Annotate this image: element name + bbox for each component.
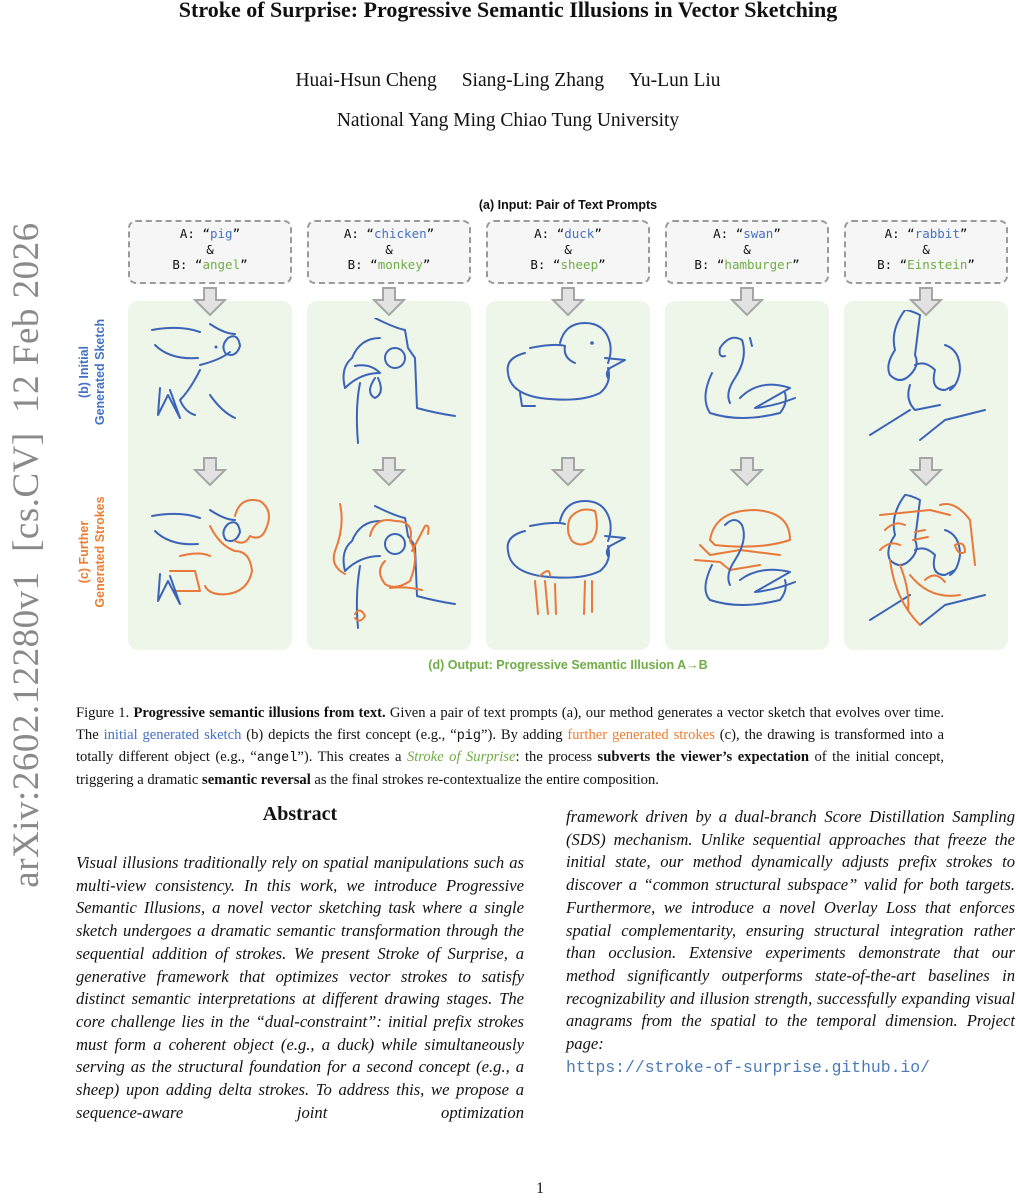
prompt-b: angel (202, 257, 241, 272)
paper-title: Stroke of Surprise: Progressive Semantic Illusions in Vector Sketching (178, 0, 838, 22)
sketch-einstein (860, 490, 1000, 630)
figure-label-d: (d) Output: Progressive Semantic Illusion A→B (428, 658, 708, 672)
arxiv-identifier: arXiv:2602.12280v1 [cs.CV] 12 Feb 2026 (6, 222, 47, 888)
sketch-duck (500, 318, 640, 418)
down-arrow-icon (730, 287, 764, 317)
figure-caption: Figure 1. Progressive semantic illusions from text. Given a pair of text prompts (a), our method generates a vector sketch that evolves over time. The initial generated sketch (b) depicts the first concept (e.g., “pig”). By adding further generated strokes (c), the drawing is transformed into a totally different object (e.g., “angel”). This creates a Stroke of Surprise: the process subverts the viewer’s expectation of the initial concept, triggering a dramatic semantic reversal as the final strokes re-contextualize the entire composition. (76, 705, 945, 788)
sketch-swan (680, 318, 820, 438)
down-arrow-icon (372, 457, 406, 487)
sketch-chicken (320, 318, 460, 458)
prompt-a: pig (210, 226, 233, 241)
prompt-a: chicken (373, 226, 427, 241)
prompt-a: rabbit (914, 226, 960, 241)
down-arrow-icon (551, 287, 585, 317)
author: Huai-Hsun Cheng (295, 70, 437, 91)
prompt-box-pig-angel: A: “pig” & B: “angel” (128, 220, 292, 284)
prompt-b: monkey (377, 257, 423, 272)
affiliation: National Yang Ming Chiao Tung University (336, 110, 680, 131)
prompt-box-duck-sheep: A: “duck” & B: “sheep” (486, 220, 650, 284)
author-list (0, 70, 1016, 92)
prompt-a: duck (564, 226, 595, 241)
author: Yu-Lun Liu (629, 70, 721, 91)
page-number: 1 (536, 1180, 544, 1197)
row-label-further-strokes: (c) Further Generated Strokes (77, 496, 107, 608)
prompt-box-rabbit-einstein: A: “rabbit” & B: “Einstein” (844, 220, 1008, 284)
sketch-hamburger (680, 500, 820, 620)
author: Siang-Ling Zhang (461, 70, 605, 91)
down-arrow-icon (193, 287, 227, 317)
prompt-a: swan (743, 226, 774, 241)
prompt-b: hamburger (724, 257, 793, 272)
sketch-sheep (500, 496, 640, 626)
down-arrow-icon (372, 287, 406, 317)
abstract-text-left: Visual illusions traditionally rely on spatial manipulations such as multi-view consistency. In this work, we introduce Progressive Semantic Illusions, a novel vector sketching task where a single sketch undergoes a dramatic semantic transformation through the sequential addition of strokes. We present Stroke of Surprise, a generative framework that optimizes vector strokes to satisfy distinct semantic interpretations at different drawing stages. The core challenge lies in the “dual-constraint”: initial prefix strokes must form a coherent object (e.g., a duck) while simultaneously serving as the structural foundation for a second concept (e.g., a sheep) upon adding delta strokes. To address this, we propose a sequence-aware joint optimization (76, 853, 524, 1122)
project-page-link[interactable]: https://stroke-of-surprise.github.io/ (566, 1057, 930, 1077)
abstract-text-right: framework driven by a dual-branch Score Distillation Sampling (SDS) mechanism. Unlike sequential approaches that freeze the initial state, our method dynamically adjusts prefix strokes to discover a “common structural subspace” valid for both targets. Furthermore, we introduce a novel Overlay Loss that enforces spatial complementarity, ensuring structural integration rather than occlusion. Extensive experiments demonstrate that our method significantly outperforms state-of-the-art baselines in recognizability and illusion strength, successfully expanding visual anagrams from the spatial to the temporal dimension. Project page: https://stroke-of-surprise.github.io/ (566, 807, 1015, 1077)
sketch-pig (140, 320, 280, 430)
row-label-initial-sketch: (b) Initial Generated Sketch (77, 318, 107, 426)
sketch-monkey (320, 496, 460, 636)
abstract-heading: Abstract (262, 803, 338, 825)
down-arrow-icon (730, 457, 764, 487)
prompt-b: Einstein (907, 257, 968, 272)
figure-label-a: (a) Input: Pair of Text Prompts (478, 198, 658, 212)
sketch-angel (140, 496, 280, 616)
prompt-box-swan-hamburger: A: “swan” & B: “hamburger” (665, 220, 829, 284)
prompt-box-chicken-monkey: A: “chicken” & B: “monkey” (307, 220, 471, 284)
down-arrow-icon (193, 457, 227, 487)
down-arrow-icon (909, 457, 943, 487)
down-arrow-icon (551, 457, 585, 487)
prompt-b: sheep (560, 257, 599, 272)
sketch-rabbit (860, 310, 1000, 450)
